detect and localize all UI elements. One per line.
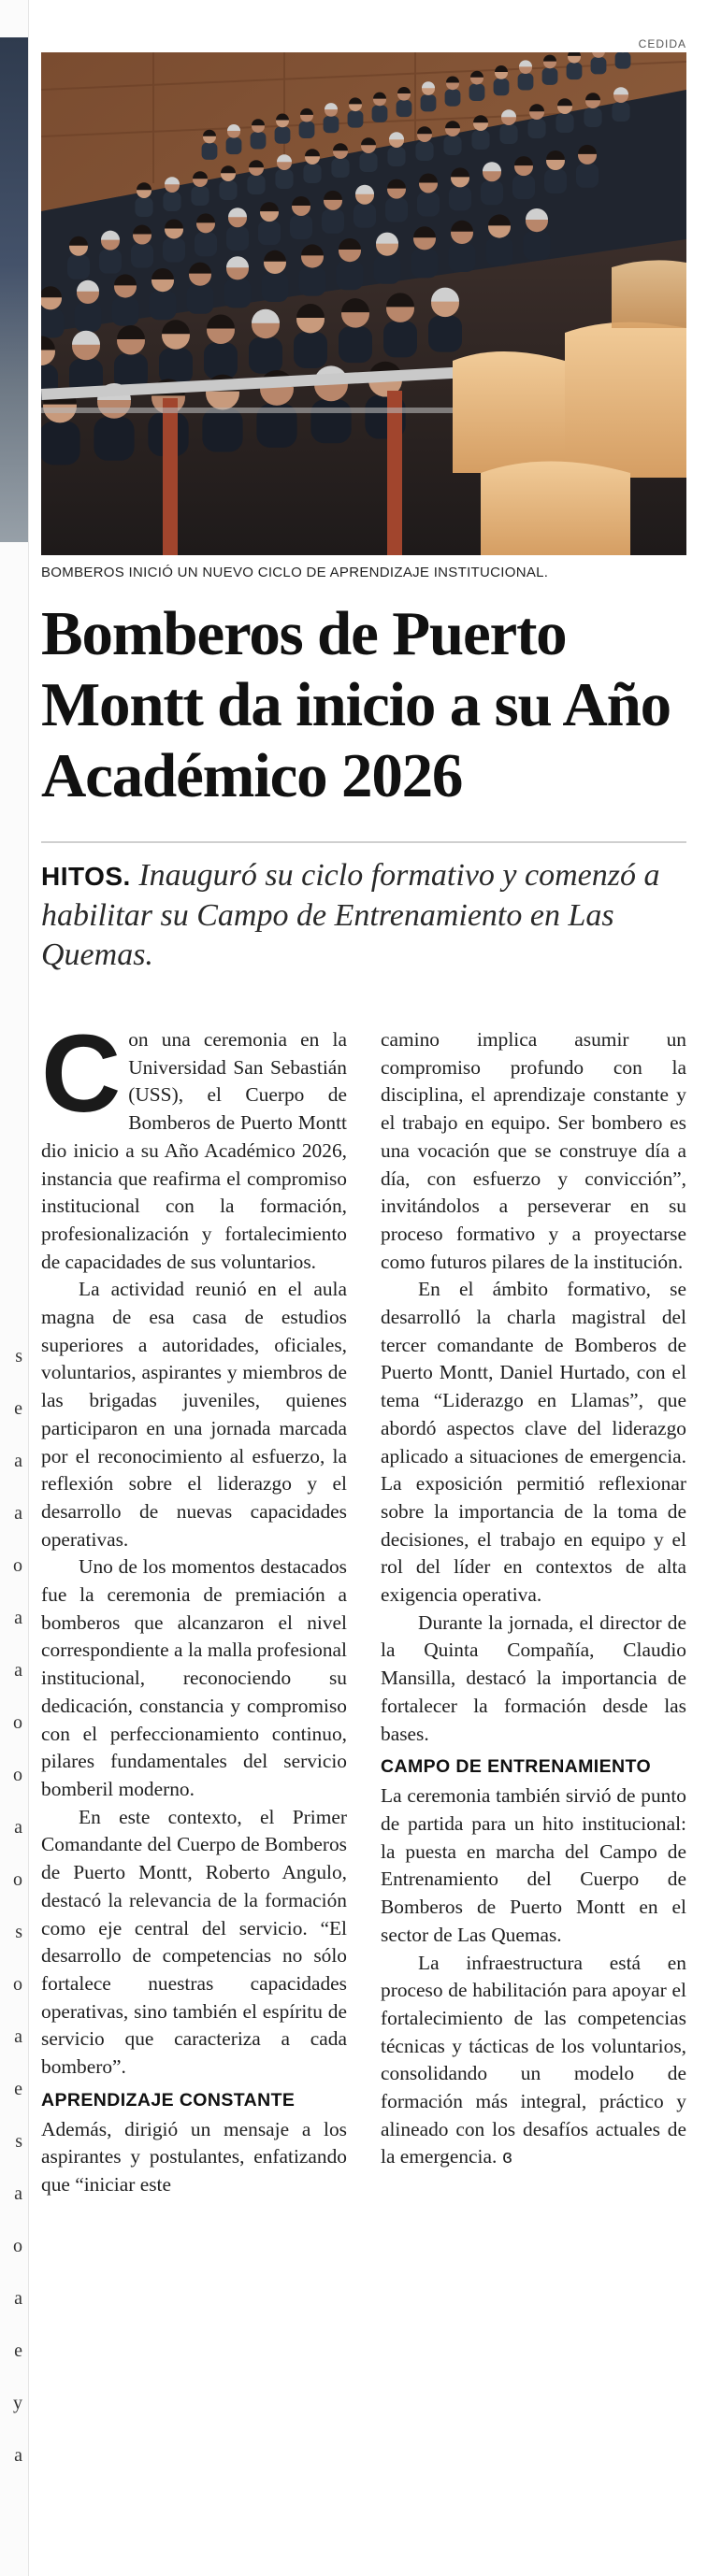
neighbor-fragment: a: [14, 2183, 22, 2204]
neighbor-fragment: a: [14, 1660, 22, 1681]
paragraph-9: [381, 1950, 686, 2173]
paragraph-8: La ceremonia también sirvió de punto de partida para un hito institucional: la puesta en marcha del Campo de Entrenamiento del Cuerpo de Bomberos de Puerto Montt en el sector de Las Quemas.: [381, 1784, 686, 1946]
paragraph-6: En el ámbito formativo, se desarrolló la charla magistral del tercer comandante de Bomberos de Puerto Montt, Daniel Hurtado, con el tema “Liderazgo en Llamas”, que abordó aspectos clave del liderazgo aplicado a situaciones de emergencia. La exposición permitió reflexionar sobre la importancia de la toma de decisiones, el trabajo en equipo y el rol del líder en contextos de alta exigencia operativa.: [381, 1278, 686, 1607]
neighbor-fragment: o: [13, 1869, 22, 1890]
neighbor-fragment: a: [14, 1503, 22, 1524]
deck-lead: HITOS.: [41, 862, 131, 891]
neighbor-fragment: o: [13, 1765, 22, 1785]
neighbor-fragment: s: [15, 1922, 22, 1942]
headline-divider: [41, 841, 686, 843]
neighbor-fragment: e: [14, 2079, 22, 2099]
neighbor-fragment: a: [14, 1451, 22, 1471]
auditorium-photo-illustration: [41, 52, 686, 555]
neighbor-fragment: o: [13, 1555, 22, 1576]
photo-caption: BOMBEROS INICIÓ UN NUEVO CICLO DE APRENDIZAJE INSTITUCIONAL.: [41, 565, 549, 580]
paragraph-2: La actividad reunió en el aula magna de esa casa de estudios superiores a autoridades, oficiales, voluntarios, aspirantes y miembros de las brigadas juveniles, quienes participaron en una jornada marcada por el reconocimiento al esfuerzo, la reflexión sobre el liderazgo y el desarrollo de nuevas capacidades operativas.: [41, 1278, 347, 1551]
subhead-aprendizaje: APRENDIZAJE CONSTANTE: [41, 2089, 296, 2111]
photo-credit: CEDIDA: [638, 37, 686, 50]
article-photo: [41, 52, 686, 555]
neighbor-fragment: a: [14, 1608, 22, 1628]
headline: Bomberos de Puerto Montt da inicio a su Año Académico 2026: [41, 599, 671, 810]
neighbor-fragment: a: [14, 2288, 22, 2309]
end-of-article-mark: ɞ: [502, 2147, 512, 2168]
neighbor-fragment: o: [13, 2236, 22, 2256]
neighbor-fragment: e: [14, 1398, 22, 1419]
drop-cap: C: [41, 1012, 122, 1136]
neighbor-fragment: y: [13, 2393, 22, 2413]
deck-text: Inauguró su ciclo formativo y comenzó a habilitar su Campo de Entrenamiento en Las Quemas.: [41, 858, 660, 972]
paragraph-5-start: Además, dirigió un mensaje a los aspirantes y postulantes, enfatizando que “iniciar este: [41, 2117, 347, 2197]
article-column-1: [41, 1012, 347, 2199]
article-column-2: [381, 1026, 686, 2172]
neighbor-fragment: s: [15, 1346, 22, 1367]
neighbor-fragment: a: [14, 2445, 22, 2466]
paragraph-5-continued: camino implica asumir un compromiso profundo con la disciplina, el aprendizaje constante y el trabajo en equipo. Ser bombero es una vocación que se construye día a día, con esfuerzo y convicción”, invitándolos a perseverar en su proceso formativo y a proyectarse como futuros pilares de la institución.: [381, 1028, 686, 1273]
neighbor-fragment: o: [13, 1974, 22, 1995]
paragraph-7: Durante la jornada, el director de la Quinta Compañía, Claudio Mansilla, destacó la importancia de fortalecer la formación desde las bases.: [381, 1610, 686, 1745]
neighbor-fragment: s: [15, 2131, 22, 2152]
neighbor-fragment: o: [13, 1712, 22, 1733]
paragraph-4: En este contexto, el Primer Comandante del Cuerpo de Bomberos de Puerto Montt, Roberto Angulo, destacó la relevancia de la formación como eje central del servicio. “El desarrollo de competencias no sólo fortalece nuestras capacidades operativas, sino también el espíritu de servicio que caracteriza a cada bombero”.: [41, 1805, 347, 2079]
neighbor-fragment: e: [14, 2340, 22, 2361]
paragraph-9-text: La infraestructura está en proceso de habilitación para apoyar el fortalecimiento de las competencias técnicas y tácticas de los voluntarios, consolidando un modelo de formación más integral, práctico y alineado con los desafíos actuales de la emergencia.: [381, 1951, 686, 2168]
subhead-campo: CAMPO DE ENTRENAMIENTO: [381, 1756, 652, 1778]
neighbor-photo-edge: [0, 37, 28, 542]
deck-summary: [41, 856, 686, 975]
paragraph-1-text: on una ceremonia en la Universidad San Sebastián (USS), el Cuerpo de Bomberos de Puerto Montt dio inicio a su Año Académico 2026, instancia que reafirma el compromiso institucional con la formación, profesionalización y fortalecimiento de capacidades de sus voluntarios.: [41, 1028, 347, 1273]
neighbor-article-edge: [0, 0, 29, 2576]
neighbor-fragment: a: [14, 1817, 22, 1838]
paragraph-1: [41, 1012, 347, 1276]
neighbor-fragment: a: [14, 2026, 22, 2047]
paragraph-3: Uno de los momentos destacados fue la ceremonia de premiación a bomberos que alcanzaron el nivel correspondiente a la malla profesional institucional, reconociendo su dedicación, constancia y compromiso con el perfeccionamiento continuo, pilares fundamentales del servicio bomberil moderno.: [41, 1555, 347, 1800]
